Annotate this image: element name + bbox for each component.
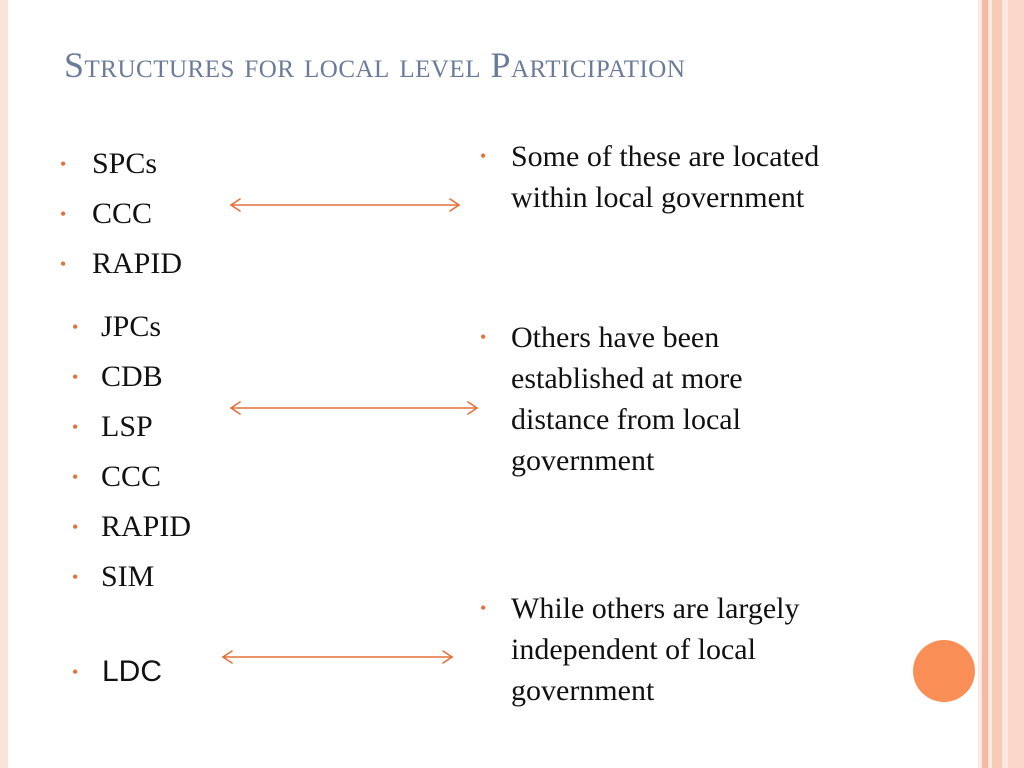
right-statement-1 (480, 136, 840, 218)
bullet-icon: • (480, 327, 487, 347)
bullet-icon: • (60, 204, 67, 224)
bullet-icon: • (72, 662, 79, 682)
bullet-list-group-2 (72, 305, 191, 605)
bullet-icon: • (72, 567, 79, 587)
list-item (72, 405, 191, 455)
list-item (60, 241, 182, 291)
list-item-label: LDC (102, 655, 163, 688)
right-statement-3 (480, 588, 840, 711)
bullet-icon: • (72, 467, 79, 487)
slide-title: Structures for local level Participation (64, 45, 686, 85)
list-item-label: JPCs (101, 310, 162, 343)
right-statement-2 (480, 317, 840, 481)
list-item-label: LSP (101, 410, 153, 443)
right-border-band (992, 0, 1002, 768)
list-item (72, 505, 191, 555)
list-item (72, 305, 191, 355)
list-item-label: CCC (92, 197, 153, 230)
list-item (72, 455, 191, 505)
bullet-icon: • (480, 146, 487, 166)
list-item (72, 650, 162, 694)
bullet-icon: • (60, 154, 67, 174)
right-border-band (1008, 0, 1024, 768)
list-item (60, 191, 182, 241)
bullet-icon: • (72, 517, 79, 537)
list-item-label: RAPID (92, 247, 183, 280)
list-item-label: SPCs (92, 147, 158, 180)
list-item-label: CCC (101, 460, 162, 493)
bullet-icon: • (60, 254, 67, 274)
bullet-list-group-1 (60, 141, 182, 291)
bullet-icon: • (72, 417, 79, 437)
statement-text: Others have been established at more distance from local government (511, 321, 743, 477)
list-item (60, 141, 182, 191)
list-item (72, 555, 191, 605)
bullet-list-group-3 (72, 650, 162, 694)
statement-text: Some of these are located within local government (511, 140, 820, 214)
bullet-icon: • (480, 598, 487, 618)
list-item-label: SIM (101, 560, 155, 593)
list-item (72, 355, 191, 405)
bullet-icon: • (72, 367, 79, 387)
list-item-label: CDB (101, 360, 163, 393)
decorative-circle (913, 640, 975, 702)
statement-text: While others are largely independent of local government (511, 592, 800, 707)
list-item-label: RAPID (101, 510, 192, 543)
bullet-icon: • (72, 317, 79, 337)
